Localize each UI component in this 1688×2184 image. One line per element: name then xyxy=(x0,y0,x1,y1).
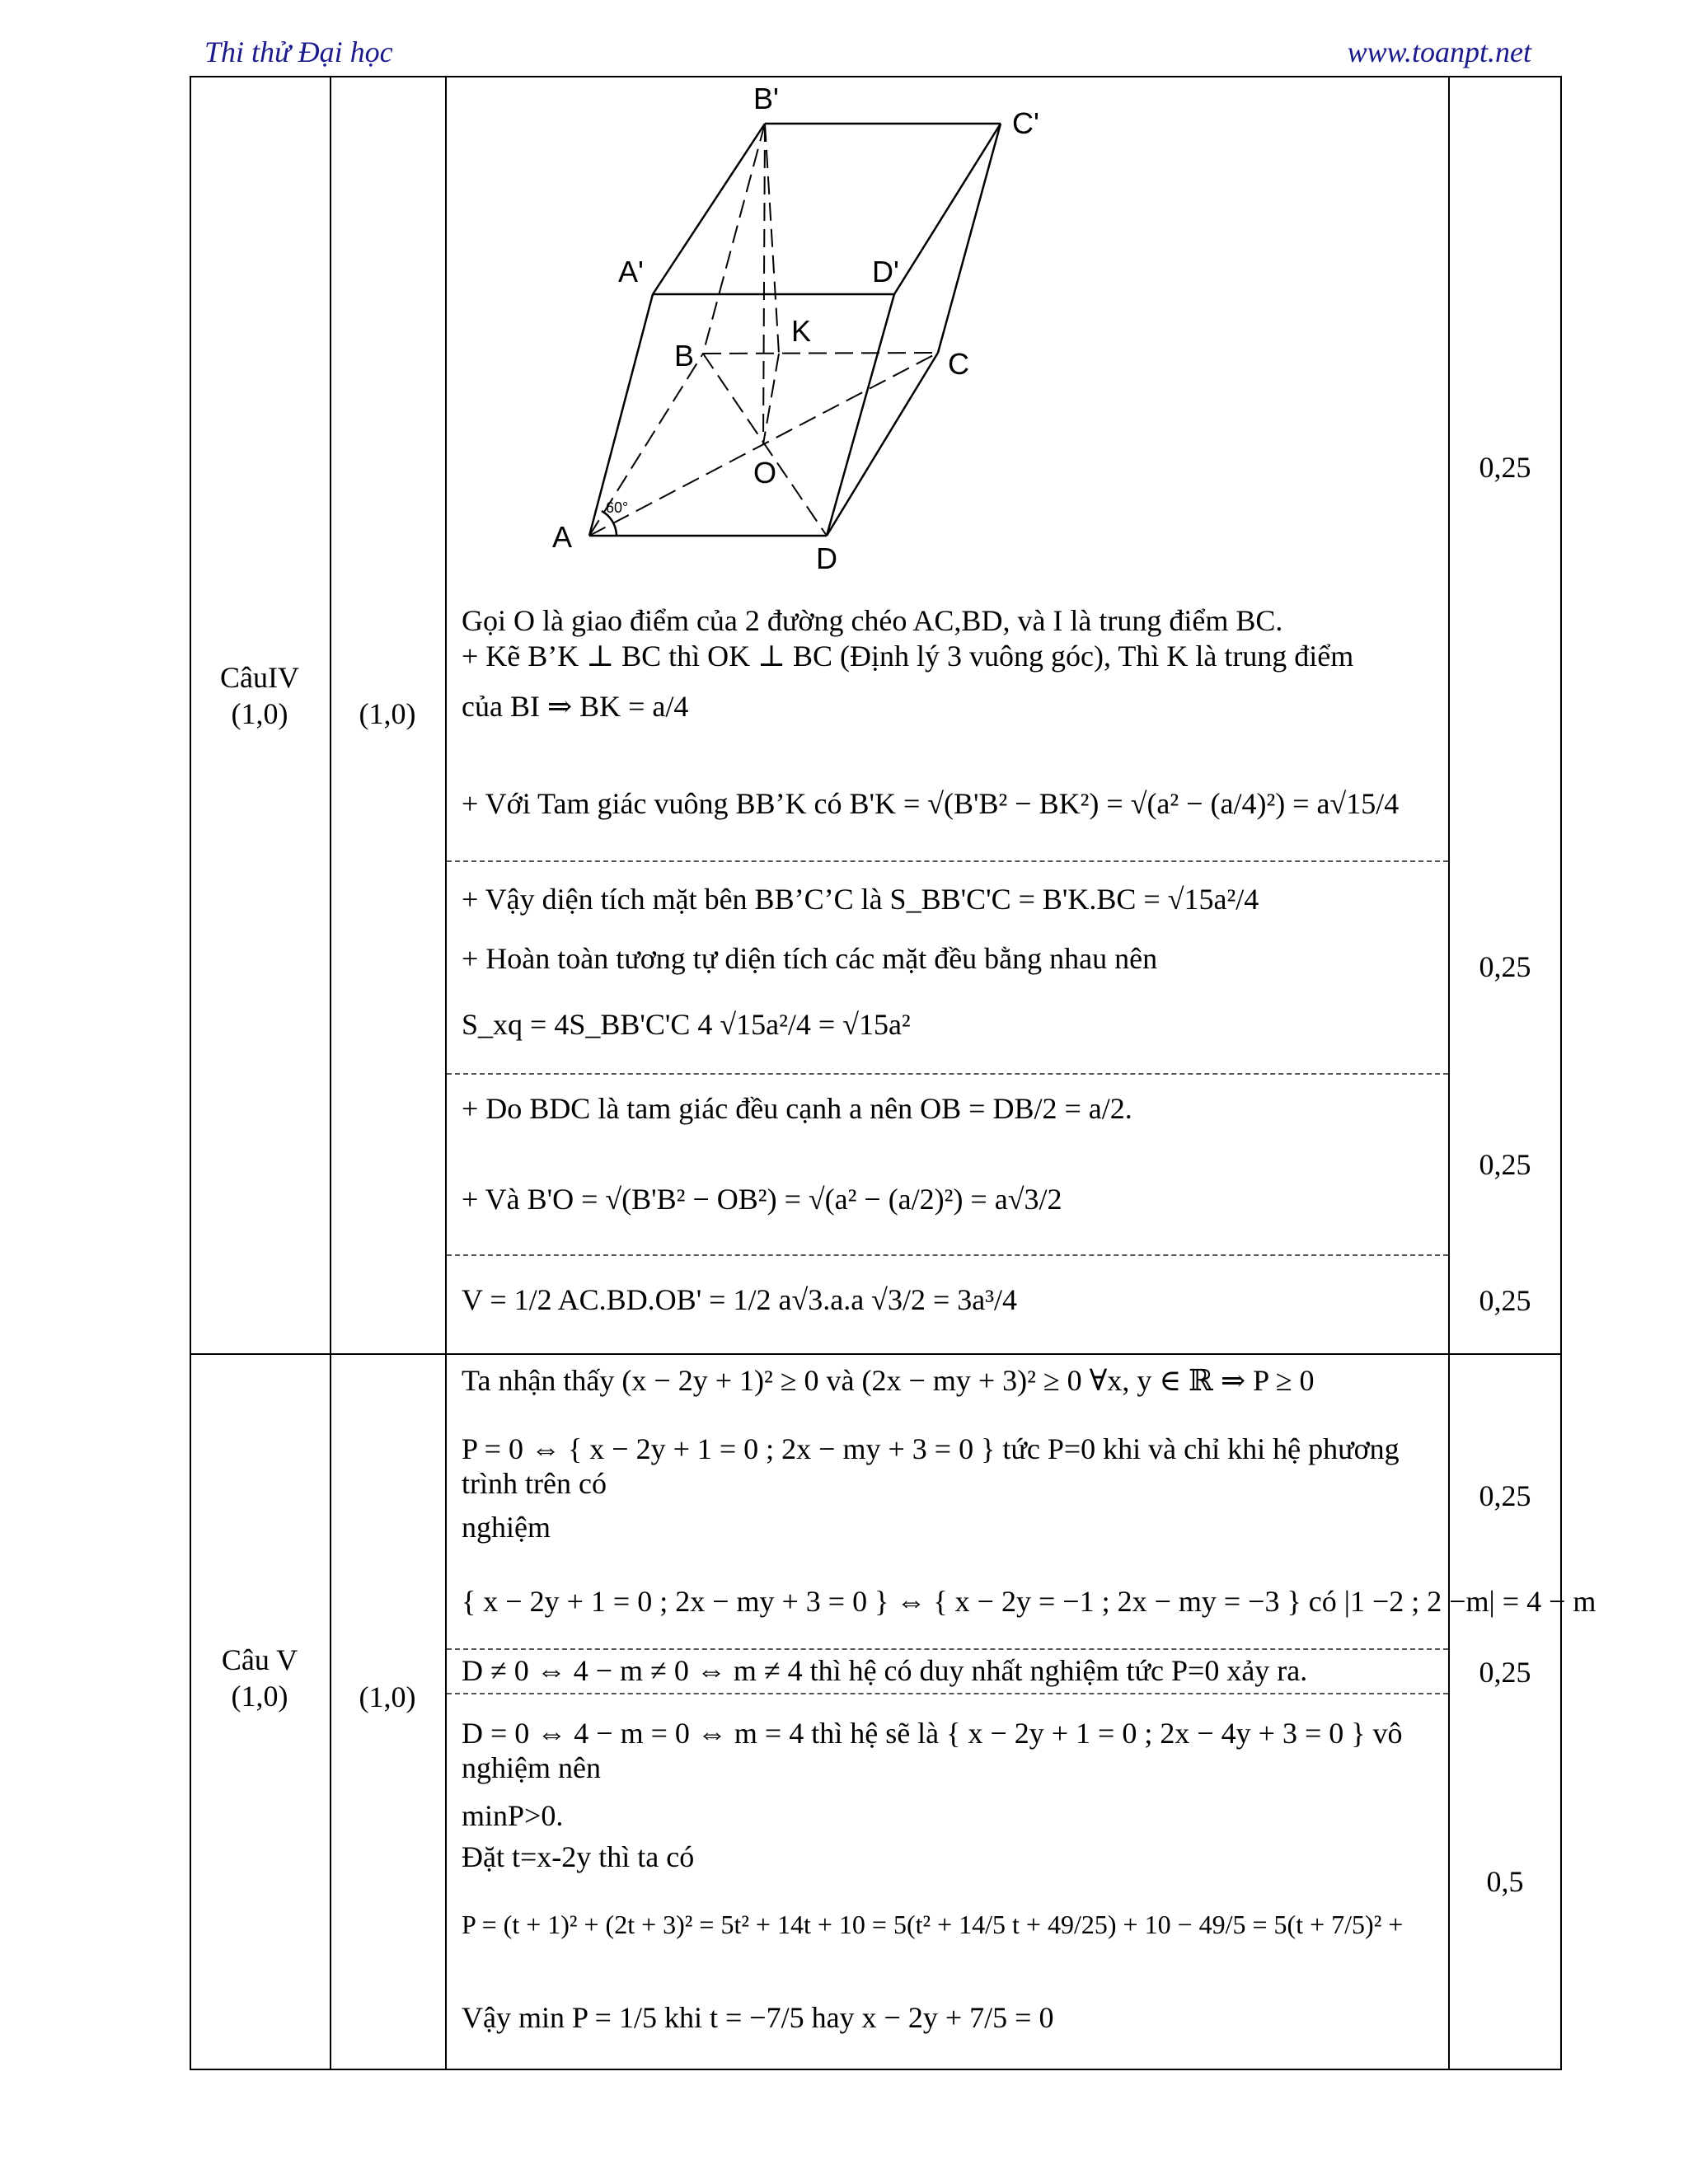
text-line: { x − 2y + 1 = 0 ; 2x − my + 3 = 0 } ⇔ { x − 2y = −1 ; 2x − my = −3 } có |1 −2 ; 2 −m| = 4 − m xyxy=(462,1585,1597,1618)
score: 0,25 xyxy=(1479,451,1531,484)
text-line: + Và B'O = √(B'B² − OB²) = √(a² − (a/2)²) = a√3/2 xyxy=(462,1183,1062,1216)
table-border-left xyxy=(190,76,191,2070)
score: 0,5 xyxy=(1486,1865,1524,1898)
vertex-label: C xyxy=(948,347,969,381)
row-divider xyxy=(190,1353,1562,1355)
text-line: Đặt t=x-2y thì ta có xyxy=(462,1840,695,1873)
vertex-label: D xyxy=(816,541,837,575)
sub-points: (1,0) xyxy=(359,697,416,730)
text-line: D = 0 ⇔ 4 − m = 0 ⇔ m = 4 thì hệ sẽ là { x − 2y + 1 = 0 ; 2x − 4y + 3 = 0 } vô nghiệm nên xyxy=(462,1717,1403,1784)
vertex-label: D' xyxy=(872,255,899,288)
vertex-label: B xyxy=(674,339,695,373)
text-line: P = (t + 1)² + (2t + 3)² = 5t² + 14t + 10 = 5(t² + 14/5 t + 49/25) + 10 − 49/5 = 5(t + 7/5)² + xyxy=(462,1910,1404,1939)
text-line: Ta nhận thấy (x − 2y + 1)² ≥ 0 và (2x − my + 3)² ≥ 0 ∀x, y ∈ ℝ ⇒ P ≥ 0 xyxy=(462,1364,1315,1397)
score: 0,25 xyxy=(1479,1148,1531,1181)
parallelepiped-figure xyxy=(453,76,1442,603)
part-separator xyxy=(447,1073,1448,1075)
text-line: P = 0 ⇔ { x − 2y + 1 = 0 ; 2x − my + 3 = 0 } tức P=0 khi và chỉ khi hệ phương trình trên có xyxy=(462,1432,1400,1500)
vertex-label: A xyxy=(552,520,573,554)
table-border-bottom xyxy=(190,2069,1562,2070)
text-line: Vậy min P = 1/5 khi t = −7/5 hay x − 2y + 7/5 = 0 xyxy=(462,2001,1054,2034)
text-line: minP>0. xyxy=(462,1799,564,1832)
text-line: + Với Tam giác vuông BB’K có B'K = √(B'B² − BK²) = √(a² − (a/4)²) = a√15/4 xyxy=(462,787,1400,820)
vertex-label: A' xyxy=(618,255,644,288)
sub-points: (1,0) xyxy=(359,1680,416,1713)
vertex-label: K xyxy=(791,314,812,348)
score: 0,25 xyxy=(1479,1479,1531,1512)
text-line: + Kẽ B’K ⊥ BC thì OK ⊥ BC (Định lý 3 vuông góc), Thì K là trung điểm xyxy=(462,640,1354,673)
vertex-label: O xyxy=(753,456,777,490)
text-line: Gọi O là giao điểm của 2 đường chéo AC,BD, và I là trung điểm BC. xyxy=(462,604,1283,637)
text-line: của BI ⇒ BK = a/4 xyxy=(462,690,689,723)
question-label: CâuIV (1,0) xyxy=(220,661,299,730)
text-line: + Do BDC là tam giác đều cạnh a nên OB = DB/2 = a/2. xyxy=(462,1092,1132,1125)
text-line: S_xq = 4S_BB'C'C 4 √15a²/4 = √15a² xyxy=(462,1008,911,1041)
text-line: nghiệm xyxy=(462,1511,551,1544)
score: 0,25 xyxy=(1479,1656,1531,1689)
text-line: + Hoàn toàn tương tự diện tích các mặt đều bằng nhau nên xyxy=(462,942,1158,975)
part-separator xyxy=(447,1254,1448,1256)
table-border-right xyxy=(1560,76,1562,2070)
vertex-label: B' xyxy=(753,82,779,115)
part-separator xyxy=(447,860,1448,862)
part-separator xyxy=(447,1648,1448,1650)
score: 0,25 xyxy=(1479,1284,1531,1317)
vertex-label: C' xyxy=(1012,106,1039,140)
header-website: www.toanpt.net xyxy=(1347,35,1531,68)
part-separator xyxy=(447,1693,1448,1694)
question-label: Câu V (1,0) xyxy=(221,1643,298,1713)
column-divider xyxy=(330,76,331,2070)
text-line: + Vậy diện tích mặt bên BB’C’C là S_BB'C'C = B'K.BC = √15a²/4 xyxy=(462,883,1259,916)
text-line: D ≠ 0 ⇔ 4 − m ≠ 0 ⇔ m ≠ 4 thì hệ có duy nhất nghiệm tức P=0 xảy ra. xyxy=(462,1654,1308,1687)
header-left-title: Thi thử Đại học xyxy=(204,35,393,68)
score: 0,25 xyxy=(1479,950,1531,983)
column-divider xyxy=(1448,76,1450,2070)
angle-label: 60° xyxy=(606,499,629,516)
text-line: V = 1/2 AC.BD.OB' = 1/2 a√3.a.a √3/2 = 3a³/4 xyxy=(462,1283,1018,1316)
solution-table xyxy=(190,76,1597,2070)
